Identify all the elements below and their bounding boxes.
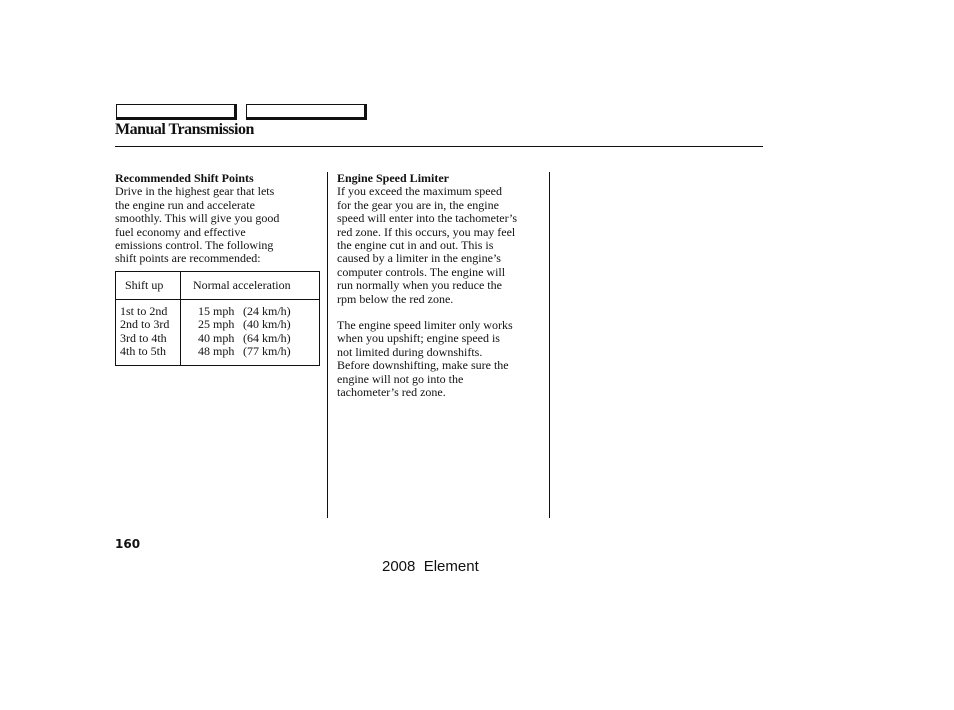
text-line: shift points are recommended: [115,251,261,266]
left-column [115,172,321,266]
table-cell-shift: 4th to 5th [120,344,167,358]
text-line: run normally when you reduce the [337,278,502,293]
text-line: Before downshifting, make sure the [337,358,509,373]
text-line: Drive in the highest gear that lets [115,184,275,199]
text-line: caused by a limiter in the engine’s [337,251,501,266]
text-line: not limited during downshifts. [337,344,483,359]
text-line: tachometer’s red zone. [337,385,446,400]
table-cell-shift: 1st to 2nd [120,304,168,318]
text-line: The engine speed limiter only works [337,318,513,333]
table-header-shift-up: Shift up [125,278,164,292]
table-cell-shift: 2nd to 3rd [120,317,170,331]
nav-tab-box-2[interactable] [246,104,367,120]
table-cell-mph: 48 mph [198,344,235,358]
shift-points-table [115,271,320,366]
table-cell-mph: 40 mph [198,331,235,345]
page-title: Manual Transmission [115,121,254,138]
table-cell-kmh: (24 km/h) [243,304,291,318]
table-column-divider [180,272,181,365]
limiter-paragraph-1 [337,185,547,306]
shift-points-paragraph [115,185,321,265]
table-header-divider [116,299,319,300]
limiter-paragraph-2 [337,319,547,399]
table-cell-mph: 15 mph [198,304,235,318]
text-line: the engine cut in and out. This is [337,238,494,253]
text-line: the engine run and accelerate [115,197,255,212]
section-heading-shift-points: Recommended Shift Points [115,171,254,185]
text-line: computer controls. The engine will [337,264,506,279]
page-number: 160 [115,537,141,551]
text-line: engine will not go into the [337,371,464,386]
text-line: for the gear you are in, the engine [337,197,499,212]
title-rule [115,146,763,147]
nav-tab-box-1[interactable] [116,104,237,120]
text-line: speed will enter into the tachometer’s [337,211,518,226]
table-cell-kmh: (77 km/h) [243,344,291,358]
table-cell-mph: 25 mph [198,317,235,331]
table-header-normal-acceleration: Normal acceleration [193,278,291,292]
text-line: when you upshift; engine speed is [337,331,500,346]
middle-column [337,172,547,400]
section-heading-engine-speed-limiter: Engine Speed Limiter [337,171,450,185]
text-line: red zone. If this occurs, you may feel [337,224,516,239]
footer-model-label: 2008 Element [382,558,479,575]
table-cell-kmh: (40 km/h) [243,317,291,331]
table-cell-shift: 3rd to 4th [120,331,167,345]
text-line: smoothly. This will give you good [115,211,280,226]
text-line: If you exceed the maximum speed [337,184,502,199]
text-line: fuel economy and effective [115,224,246,239]
text-line: emissions control. The following [115,238,274,253]
column-divider-2 [549,172,550,518]
table-cell-kmh: (64 km/h) [243,331,291,345]
column-divider-1 [327,172,328,518]
text-line: rpm below the red zone. [337,291,454,306]
